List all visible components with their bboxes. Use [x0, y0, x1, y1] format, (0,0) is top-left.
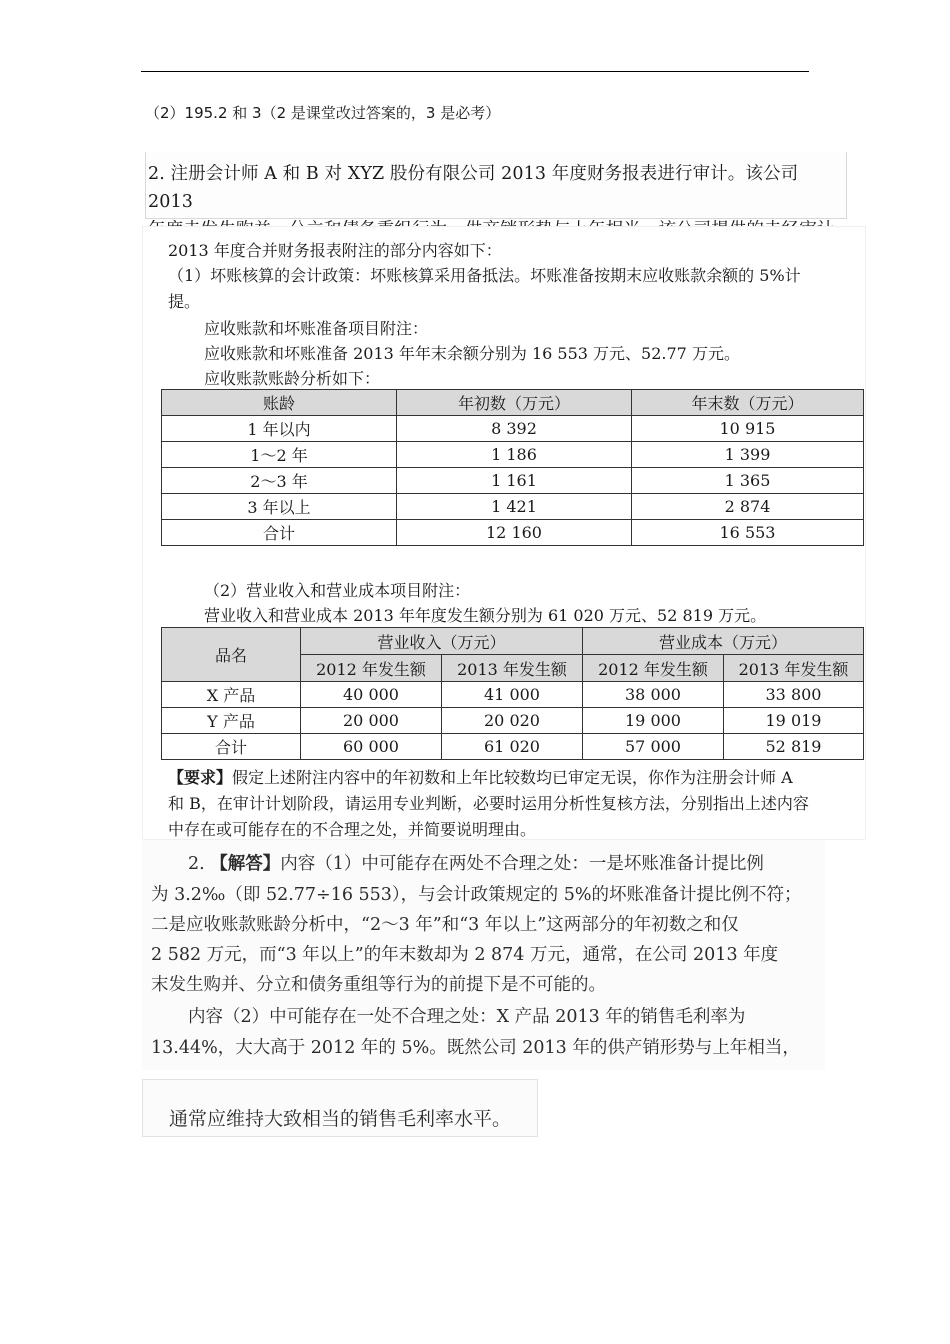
- table-cell: 60 000: [301, 734, 442, 760]
- table-row: [162, 708, 864, 734]
- answer-line-7: 13.44%，大大高于 2012 年的 5%。既然公司 2013 年的供产销形势与上年相当，: [151, 1038, 800, 1058]
- table-cell: 12 160: [397, 520, 632, 546]
- table-cell: 合计: [162, 734, 301, 760]
- table-cell: 52 819: [724, 734, 864, 760]
- ar-note-title: 应收账款和坏账准备项目附注：: [204, 319, 429, 338]
- bad-debt-policy-cont: 提。: [168, 292, 201, 311]
- table-cell: 57 000: [583, 734, 724, 760]
- answer-text-1: 内容（1）中可能存在两处不合理之处：一是坏账准备计提比例: [280, 854, 764, 874]
- cost-group-header: 营业成本（万元）: [583, 628, 864, 655]
- table-cell: 合计: [162, 520, 397, 546]
- table-cell: 41 000: [442, 682, 583, 708]
- table-row: [162, 494, 864, 520]
- table-cell: 61 020: [442, 734, 583, 760]
- table-cell: 1 161: [397, 468, 632, 494]
- table-cell: 2 874: [632, 494, 864, 520]
- bad-debt-policy: （1）坏账核算的会计政策：坏账核算采用备抵法。坏账准备按期末应收账款余额的 5%计: [168, 266, 801, 285]
- table-cell: 20 000: [301, 708, 442, 734]
- table-cell: Y 产品: [162, 708, 301, 734]
- answer-label: 【解答】: [210, 854, 281, 874]
- table-row-total: [162, 520, 864, 546]
- subheader-cell: 2012 年发生额: [301, 655, 442, 682]
- answer-line-3: 二是应收账款账龄分析中，“2～3 年”和“3 年以上”这两部分的年初数之和仅: [151, 915, 739, 935]
- table-cell: 38 000: [583, 682, 724, 708]
- table-cell: 1 186: [397, 442, 632, 468]
- requirement-line-3: 中存在或可能存在的不合理之处，并简要说明理由。: [168, 820, 537, 839]
- aging-header-cell: 年末数（万元）: [632, 390, 864, 416]
- answer-line-6: 内容（2）中可能存在一处不合理之处：X 产品 2013 年的销售毛利率为: [188, 1007, 746, 1027]
- question-line-1: 2. 注册会计师 A 和 B 对 XYZ 股份有限公司 2013 年度财务报表进行审计。该公司 2013: [148, 164, 799, 212]
- table-cell: 1～2 年: [162, 442, 397, 468]
- revenue-group-header: 营业收入（万元）: [301, 628, 583, 655]
- requirement-line-2: 和 B，在审计计划阶段，请运用专业判断，必要时运用分析性复核方法，分别指出上述内容: [168, 794, 809, 813]
- answer-line-5: 末发生购并、分立和债务重组等行为的前提下是不可能的。: [151, 975, 606, 995]
- revenue-header-row: [162, 628, 864, 655]
- table-cell: 10 915: [632, 416, 864, 442]
- table-cell: X 产品: [162, 682, 301, 708]
- answer-continuation-block: [142, 1079, 538, 1137]
- table-row: [162, 682, 864, 708]
- top-rule: [141, 71, 809, 72]
- ar-balance-text: 应收账款和坏账准备 2013 年年末余额分别为 16 553 万元、52.77 万元。: [204, 344, 740, 363]
- subheader-cell: 2012 年发生额: [583, 655, 724, 682]
- table-cell: 40 000: [301, 682, 442, 708]
- table-row-total: [162, 734, 864, 760]
- answer-line-2: 为 3.2‰（即 52.77÷16 553），与会计政策规定的 5%的坏账准备计提比例不符；: [151, 885, 802, 905]
- table-cell: 1 421: [397, 494, 632, 520]
- table-cell: 1 399: [632, 442, 864, 468]
- table-cell: 1 年以内: [162, 416, 397, 442]
- aging-title: 应收账款账龄分析如下：: [204, 369, 381, 388]
- subheader-cell: 2013 年发生额: [724, 655, 864, 682]
- aging-table: [161, 389, 864, 546]
- table-cell: 1 365: [632, 468, 864, 494]
- answer-line-1: [188, 850, 764, 875]
- requirement-text-1: 假定上述附注内容中的年初数和上年比较数均已审定无误，你作为注册会计师 A: [232, 768, 793, 787]
- product-header: 品名: [162, 628, 301, 682]
- table-cell: 3 年以上: [162, 494, 397, 520]
- answer-line-4: 2 582 万元，而“3 年以上”的年末数却为 2 874 万元，通常，在公司 2013 年度: [151, 945, 779, 965]
- table-row: [162, 468, 864, 494]
- table-cell: 8 392: [397, 416, 632, 442]
- question-intro-block: [145, 152, 847, 219]
- answer-number: 2.: [188, 854, 205, 874]
- answer-key-note: （2）195.2 和 3（2 是课堂改过答案的，3 是必考）: [145, 104, 501, 122]
- revenue-note-title: （2）营业收入和营业成本项目附注：: [204, 581, 471, 600]
- revenue-cost-table: [161, 627, 864, 760]
- answer-line-8: 通常应维持大致相当的销售毛利率水平。: [169, 1108, 512, 1130]
- requirement-line-1: [168, 765, 793, 788]
- table-cell: 19 019: [724, 708, 864, 734]
- answer-block: [142, 840, 825, 1070]
- table-cell: 20 020: [442, 708, 583, 734]
- revenue-amount-text: 营业收入和营业成本 2013 年年度发生额分别为 61 020 万元、52 819 万元。: [204, 606, 767, 625]
- aging-header-cell: 年初数（万元）: [397, 390, 632, 416]
- notes-intro: 2013 年度合并财务报表附注的部分内容如下：: [168, 241, 502, 260]
- table-cell: 33 800: [724, 682, 864, 708]
- aging-header-row: [162, 390, 864, 416]
- table-cell: 16 553: [632, 520, 864, 546]
- table-row: [162, 442, 864, 468]
- table-cell: 2～3 年: [162, 468, 397, 494]
- table-cell: 19 000: [583, 708, 724, 734]
- subheader-cell: 2013 年发生额: [442, 655, 583, 682]
- table-row: [162, 416, 864, 442]
- requirement-label: 【要求】: [168, 768, 233, 787]
- aging-header-cell: 账龄: [162, 390, 397, 416]
